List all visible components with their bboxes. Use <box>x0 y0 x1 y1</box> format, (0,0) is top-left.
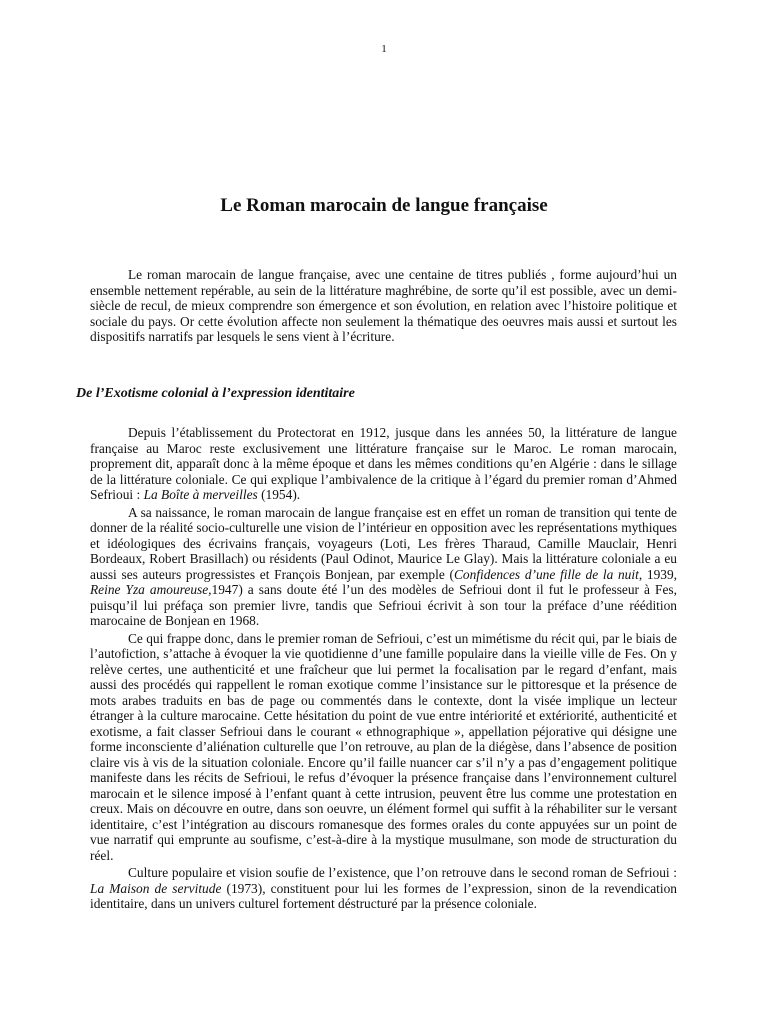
paragraph-4-end: (1973), constituent pour lui les formes de l’expression, sinon de la revendication identitaire, dans un univers culturel fortement déstructuré par la présence coloniale. <box>90 880 677 911</box>
paragraph-1-end: (1954). <box>257 487 301 502</box>
book-title-boite: La Boîte à merveilles <box>143 487 258 502</box>
paragraph-2 <box>90 505 677 629</box>
paragraph-1-text: Depuis l’établissement du Protectorat en 1912, jusque dans les années 50, la littérature de langue française au Maroc reste exclusivement une littérature française sur le Maroc. Le roman marocain, proprement dit, apparaît donc à la même époque et dans les mêmes conditions qu’en Algérie : dans le sillage de la littérature coloniale. Ce qui explique l’ambivalence de la critique à l’égard du premier roman d’Ahmed Sefrioui : <box>90 425 677 502</box>
paragraph-3: Ce qui frappe donc, dans le premier roman de Sefrioui, c’est un mimétisme du récit qui, par le biais de l’autofiction, s’attache à évoquer la vie quotidienne d’une famille populaire dans la vieille ville de Fes. On y relève certes, une authenticité et une fraîcheur que lui permet la focalisation par le regard d’enfant, mais aussi des procédés qui rappellent le roman exotique comme l’insistance sur le pittoresque et la présence de mots arabes traduits en bas de page ou commentés dans le contexte, dont la visée implique un lecteur étranger à la culture marocaine. Cette hésitation du point de vue entre intériorité et extériorité, authenticité et exotisme, a fait classer Sefrioui dans le courant « ethnographique », appellation péjorative qui désigne une forme inconsciente d’aliénation culturelle que l’on retrouve, au plan de la diégèse, dans l’absence de position claire vis à vis de la situation coloniale. Encore qu’il faille nuancer car s’il n’y a pas d’engagement politique manifeste dans les récits de Sefrioui, le refus d’évoquer la présence française dans l’environnement culturel marocain et le silence imposé à l’enfant quant à cette intrusion, peuvent être lus comme une protestation en creux. Mais on découvre en outre, dans son oeuvre, un élément formel qui suffit à la réhabiliter sur le versant identitaire, c’est l’intégration au discours romanesque des formes orales du conte appuyées sur un point de vue narratif qui emprunte au soufisme, c’est-à-dire à la mystique musulmane, son mode de structuration du réel. <box>90 630 677 863</box>
paragraph-2-mid: , 1939, <box>638 566 678 582</box>
page-number: 1 <box>381 43 387 55</box>
paragraph-2-text: A sa naissance, le roman marocain de langue française est en effet un roman de transition qui tente de donner de la réalité socio-culturelle une vision de l’intérieur en opposition avec les représentations mythiques et idéologiques des écrivains français, voyageurs (Loti, Les frères Tharaud, Camille Mauclair, Henri Bordeaux, Robert Brasillach) ou résidents (Paul Odinot, Maurice Le Glay). Mais la littérature coloniale a eu aussi ses auteurs progressistes et François Bonjean, par exemple ( <box>90 504 677 582</box>
intro-block <box>90 267 677 345</box>
paragraph-2-end: 1947) a sans doute été l’un des modèles de Sefrioui dont il fut le professeur à Fes, puisqu’il lui préfaça son premier livre, tandis que Sefrioui écrivit à son tour la préface d’une réédition marocaine de Bonjean en 1968. <box>90 582 677 628</box>
section-body <box>90 425 677 912</box>
book-title-maison: La Maison de servitude <box>90 880 222 896</box>
section-heading: De l’Exotisme colonial à l’expression identitaire <box>76 386 355 401</box>
intro-paragraph: Le roman marocain de langue française, avec une centaine de titres publiés , forme aujourd’hui un ensemble nettement repérable, au sein de la littérature maghrébine, de sorte qu’il est possible, avec un demi-siècle de recul, de mieux comprendre son émergence et son évolution, en relation avec l’histoire politique et sociale du pays. Or cette évolution affecte non seulement la thématique des oeuvres mais aussi et surtout les dispositifs narratifs par lesquels le sens vient à l’écriture. <box>90 267 677 344</box>
book-title-reine: Reine Yza amoureuse, <box>90 582 212 597</box>
document-title: Le Roman marocain de langue française <box>220 195 548 216</box>
paragraph-4 <box>90 865 677 912</box>
book-title-confidences: Confidences d’une fille de la nuit <box>453 566 639 582</box>
paragraph-4-text: Culture populaire et vision soufie de l’existence, que l’on retrouve dans le second roman de Sefrioui : <box>128 865 677 880</box>
paragraph-1 <box>90 425 677 503</box>
